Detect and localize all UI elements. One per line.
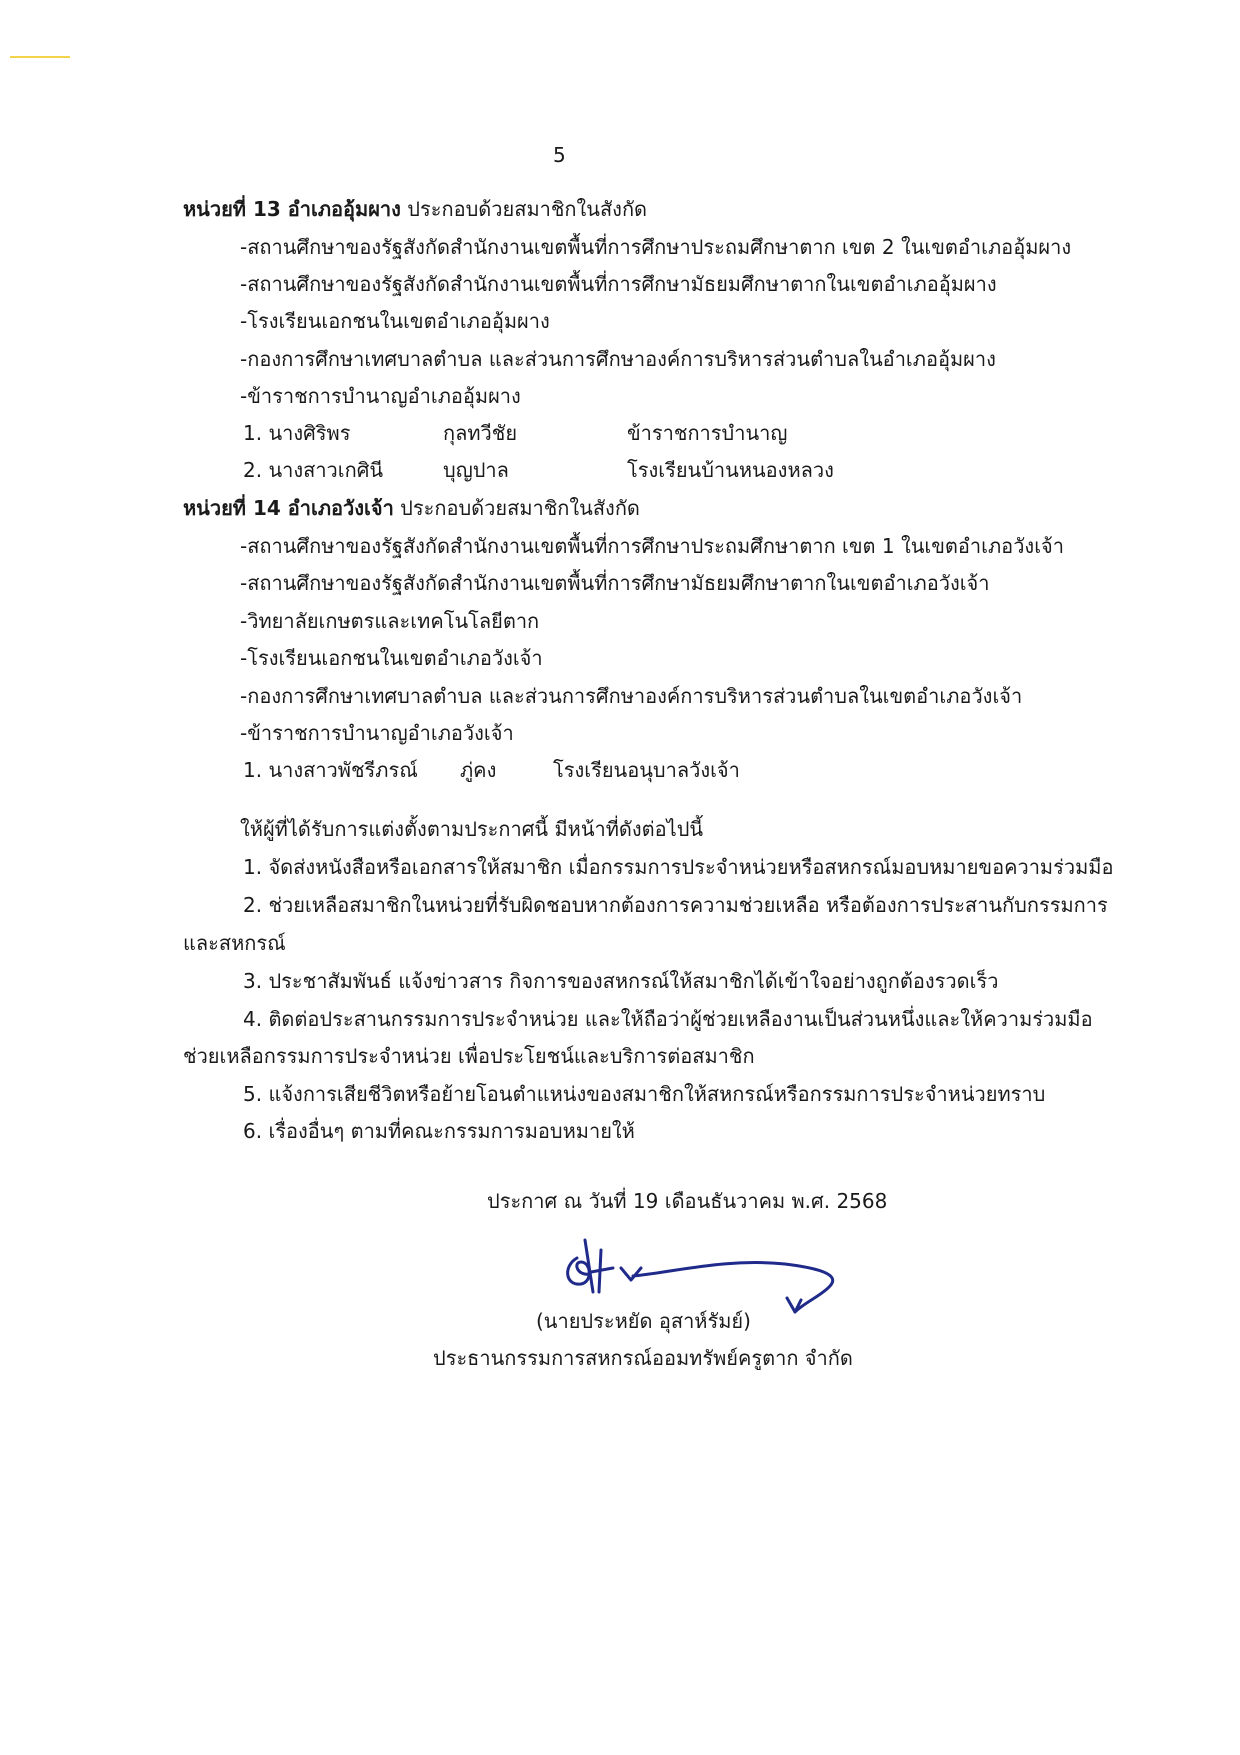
unit13-item: -สถานศึกษาของรัฐสังกัดสำนักงานเขตพื้นที่การศึกษามัธยมศึกษาตากในเขตอำเภออุ้มผาง xyxy=(240,272,997,296)
unit14-heading-bold: หน่วยที่ 14 อำเภอวังเจ้า xyxy=(183,496,394,520)
unit13-person-surname: บุญปาล xyxy=(443,458,509,482)
signer-name: (นายประหยัด อุสาห์รัมย์) xyxy=(536,1309,751,1333)
unit14-person-office: โรงเรียนอนุบาลวังเจ้า xyxy=(553,758,740,782)
announcement-date: ประกาศ ณ วันที่ 19 เดือนธันวาคม พ.ศ. 2568 xyxy=(487,1189,888,1213)
unit14-item: -กองการศึกษาเทศบาลตำบล และส่วนการศึกษาองค์การบริหารส่วนตำบลในเขตอำเภอวังเจ้า xyxy=(240,684,1023,708)
duties-intro: ให้ผู้ที่ได้รับการแต่งตั้งตามประกาศนี้ มีหน้าที่ดังต่อไปนี้ xyxy=(240,817,704,841)
unit14-heading xyxy=(183,493,640,523)
duty-item: 4. ติดต่อประสานกรรมการประจำหน่วย และให้ถือว่าผู้ช่วยเหลืองานเป็นส่วนหนึ่งและให้ความร่วมมือ xyxy=(243,1007,1093,1031)
duty-item: 1. จัดส่งหนังสือหรือเอกสารให้สมาชิก เมื่อกรรมการประจำหน่วยหรือสหกรณ์มอบหมายขอความร่วมมือ xyxy=(243,855,1114,879)
unit13-person-office: ข้าราชการบำนาญ xyxy=(627,421,788,445)
unit14-person-surname: ภู่คง xyxy=(460,758,497,782)
unit13-item: -กองการศึกษาเทศบาลตำบล และส่วนการศึกษาองค์การบริหารส่วนตำบลในอำเภออุ้มผาง xyxy=(240,347,996,371)
unit14-person-name: 1. นางสาวพัชรีภรณ์ xyxy=(243,758,418,782)
page-corner-mark xyxy=(10,56,70,58)
unit13-person-name: 1. นางศิริพร xyxy=(243,421,351,445)
unit14-item: -ข้าราชการบำนาญอำเภอวังเจ้า xyxy=(240,721,514,745)
signer-title: ประธานกรรมการสหกรณ์ออมทรัพย์ครูตาก จำกัด xyxy=(433,1346,853,1370)
page-number: 5 xyxy=(553,143,566,167)
unit13-item: -สถานศึกษาของรัฐสังกัดสำนักงานเขตพื้นที่การศึกษาประถมศึกษาตาก เขต 2 ในเขตอำเภออุ้มผาง xyxy=(240,235,1072,259)
duty-item: 5. แจ้งการเสียชีวิตหรือย้ายโอนตำแหน่งของสมาชิกให้สหกรณ์หรือกรรมการประจำหน่วยทราบ xyxy=(243,1082,1046,1106)
unit14-item: -โรงเรียนเอกชนในเขตอำเภอวังเจ้า xyxy=(240,646,543,670)
duty-item-continued: ช่วยเหลือกรรมการประจำหน่วย เพื่อประโยชน์และบริการต่อสมาชิก xyxy=(183,1044,755,1068)
unit13-heading-bold: หน่วยที่ 13 อำเภออุ้มผาง xyxy=(183,197,401,221)
unit13-person-surname: กุลทวีชัย xyxy=(443,421,518,445)
unit14-heading-rest: ประกอบด้วยสมาชิกในสังกัด xyxy=(400,496,640,520)
duty-item-continued: และสหกรณ์ xyxy=(183,931,286,955)
unit13-item: -โรงเรียนเอกชนในเขตอำเภออุ้มผาง xyxy=(240,309,550,333)
duty-item: 2. ช่วยเหลือสมาชิกในหน่วยที่รับผิดชอบหากต้องการความช่วยเหลือ หรือต้องการประสานกับกรรมการ xyxy=(243,893,1108,917)
duty-item: 6. เรื่องอื่นๆ ตามที่คณะกรรมการมอบหมายให้ xyxy=(243,1119,635,1143)
unit13-heading-rest: ประกอบด้วยสมาชิกในสังกัด xyxy=(407,197,648,221)
unit14-item: -วิทยาลัยเกษตรและเทคโนโลยีตาก xyxy=(240,609,540,633)
unit13-heading xyxy=(183,194,647,224)
unit13-item: -ข้าราชการบำนาญอำเภออุ้มผาง xyxy=(240,384,521,408)
unit14-item: -สถานศึกษาของรัฐสังกัดสำนักงานเขตพื้นที่การศึกษาประถมศึกษาตาก เขต 1 ในเขตอำเภอวังเจ้า xyxy=(240,534,1064,558)
duty-item: 3. ประชาสัมพันธ์ แจ้งข่าวสาร กิจการของสหกรณ์ให้สมาชิกได้เข้าใจอย่างถูกต้องรวดเร็ว xyxy=(243,969,999,993)
unit13-person-name: 2. นางสาวเกศินี xyxy=(243,458,384,482)
unit13-person-office: โรงเรียนบ้านหนองหลวง xyxy=(627,458,834,482)
unit14-item: -สถานศึกษาของรัฐสังกัดสำนักงานเขตพื้นที่การศึกษามัธยมศึกษาตากในเขตอำเภอวังเจ้า xyxy=(240,571,990,595)
